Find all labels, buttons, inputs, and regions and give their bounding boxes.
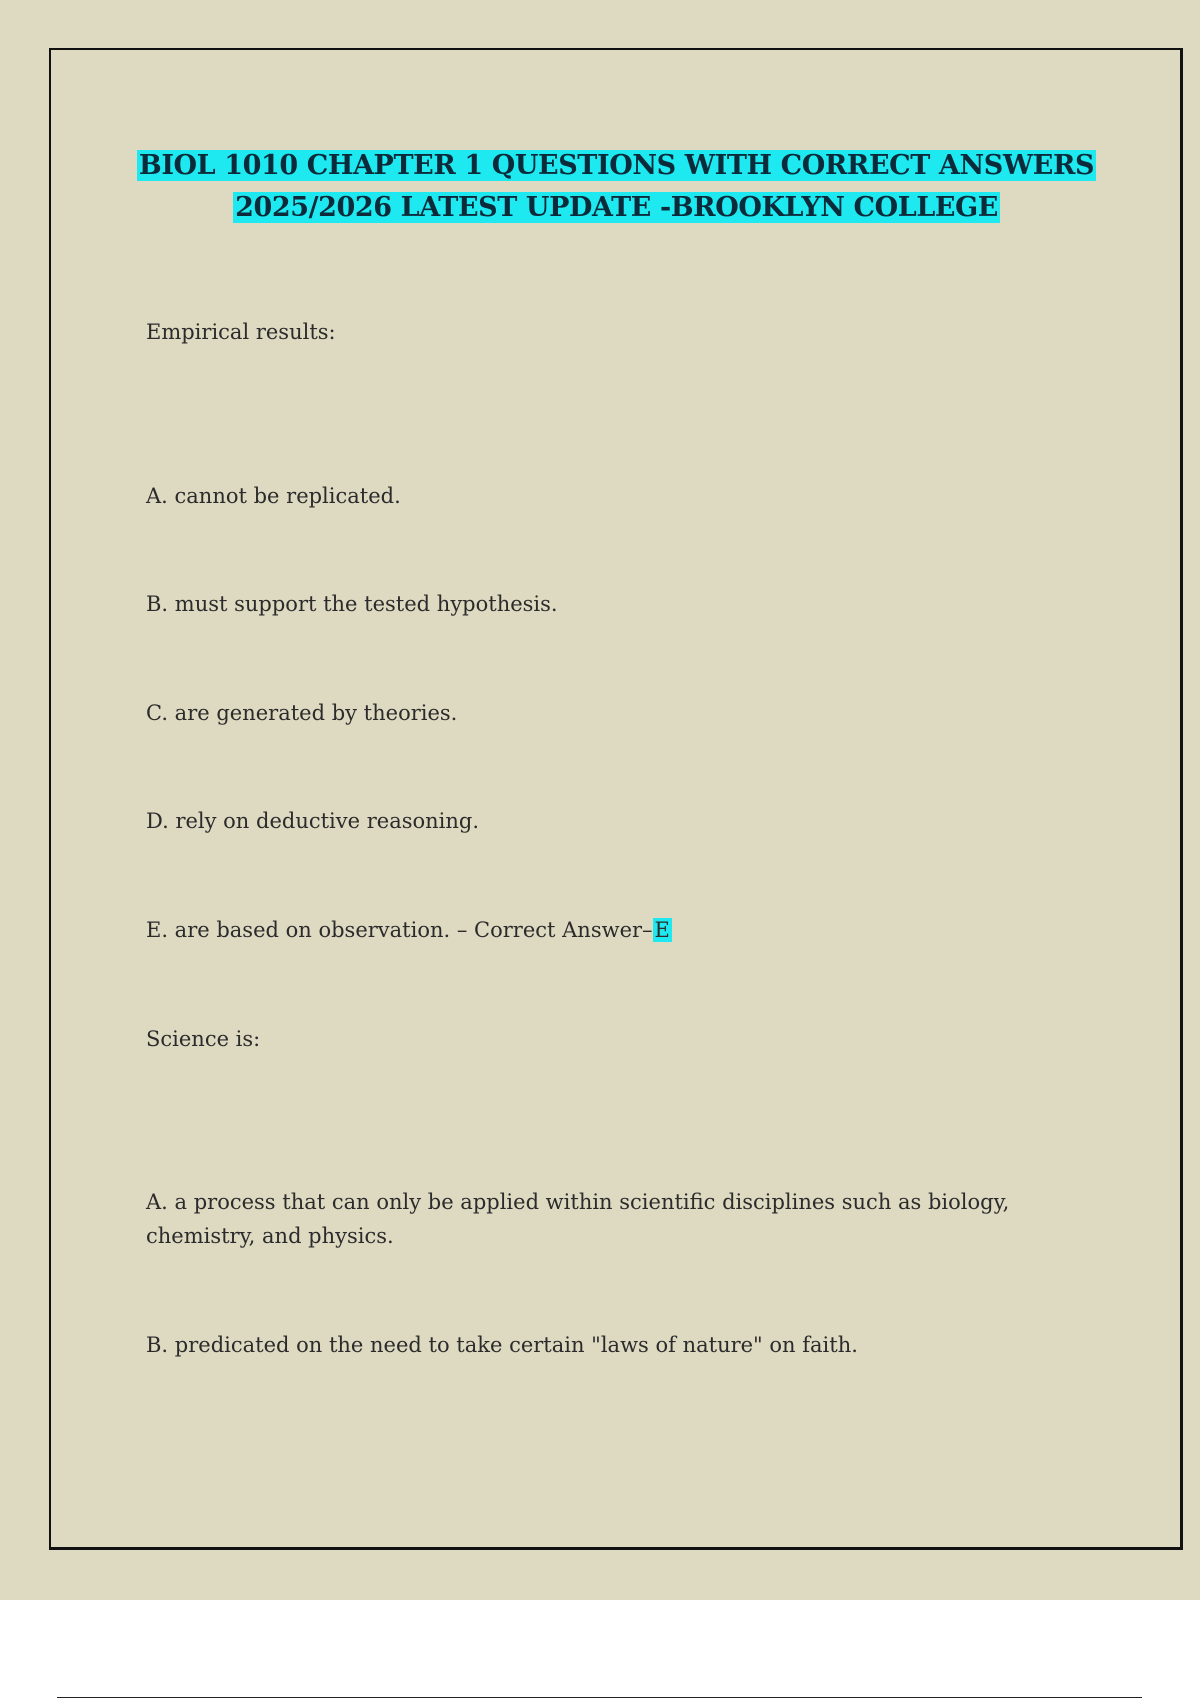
question-1-option-a: A. cannot be replicated. bbox=[146, 484, 401, 508]
footer-divider bbox=[57, 1697, 1142, 1698]
correct-answer-highlight: E bbox=[654, 918, 670, 942]
title-line-1: BIOL 1010 CHAPTER 1 QUESTIONS WITH CORRECT ANSWERS bbox=[138, 150, 1095, 181]
option-e-text: E. are based on observation. – Correct Answer– bbox=[146, 918, 653, 942]
question-1-option-c: C. are generated by theories. bbox=[146, 701, 458, 725]
question-2-option-a: A. a process that can only be applied within scientific disciplines such as biology, chemistry, and physics. bbox=[146, 1190, 1010, 1248]
question-1-option-d: D. rely on deductive reasoning. bbox=[146, 809, 480, 833]
title-line-2: 2025/2026 LATEST UPDATE -BROOKLYN COLLEGE bbox=[235, 192, 998, 223]
question-1-option-e bbox=[146, 913, 1106, 947]
document-title bbox=[50, 145, 1183, 229]
page-frame bbox=[49, 48, 1183, 1550]
question-2-prompt: Science is: bbox=[146, 1027, 261, 1051]
question-1-option-b: B. must support the tested hypothesis. bbox=[146, 592, 558, 616]
question-1-prompt: Empirical results: bbox=[146, 320, 336, 344]
question-2-option-b: B. predicated on the need to take certain "laws of nature" on faith. bbox=[146, 1333, 858, 1357]
